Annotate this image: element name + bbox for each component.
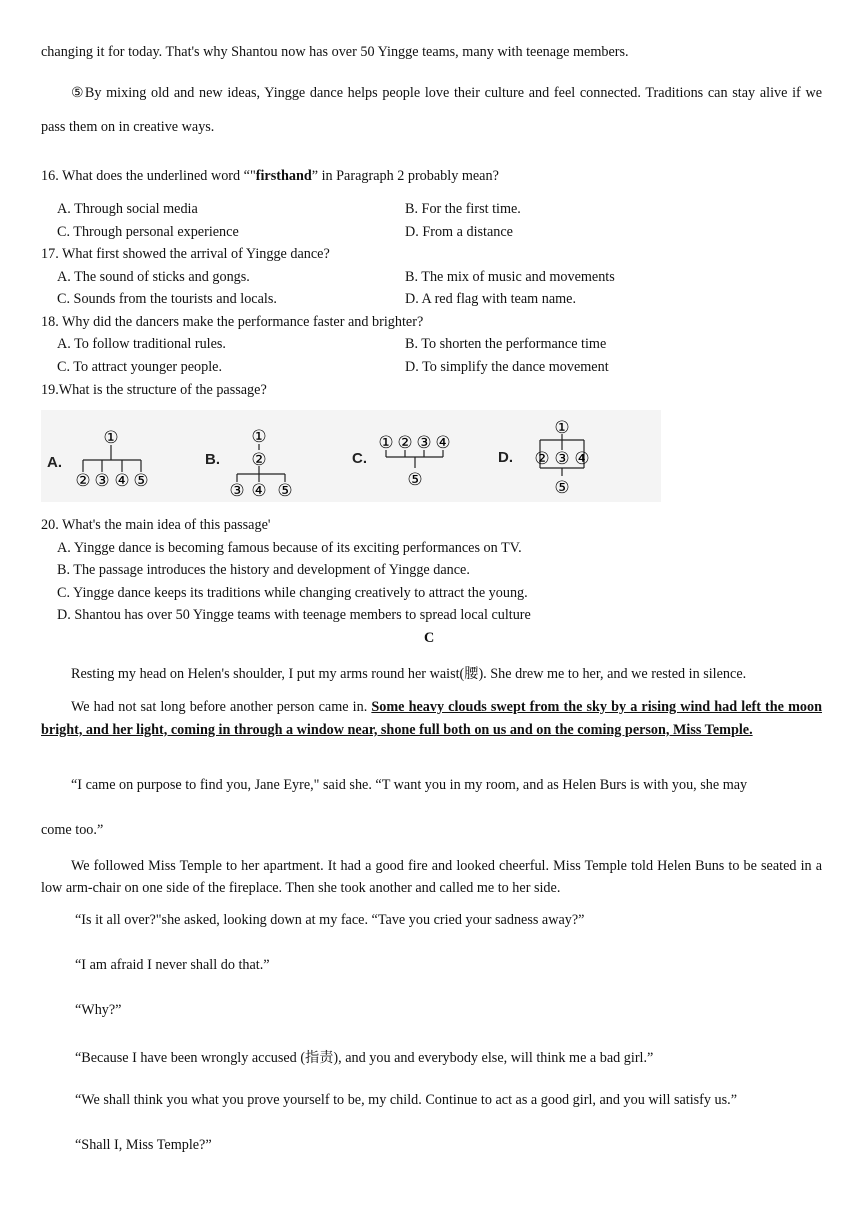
diagram-b-node-1: ①: [251, 427, 267, 447]
diagram-c-node-2: ②: [397, 433, 413, 453]
section-c-paragraph-2: [41, 696, 822, 741]
diagram-b-node-2: ②: [251, 450, 267, 470]
question-19-stem: 19.What is the structure of the passage?: [41, 382, 267, 398]
question-20-stem: 20. What's the main idea of this passage': [41, 517, 271, 533]
paragraph-4-tail: changing it for today. That's why Shantou now has over 50 Yingge teams, many with teenage members.: [41, 44, 629, 60]
q18-option-b[interactable]: B. To shorten the performance time: [405, 336, 607, 352]
diagram-d-node-5: ⑤: [554, 478, 570, 498]
q16-option-a[interactable]: A. Through social media: [57, 201, 198, 217]
question-16-stem-pre: 16. What does the underlined word “": [41, 168, 256, 184]
paragraph-5: ⑤By mixing old and new ideas, Yingge dance helps people love their culture and feel connected. Traditions can stay alive if we pass them on in creative ways.: [41, 85, 822, 135]
question-18-stem: 18. Why did the dancers make the performance faster and brighter?: [41, 314, 424, 330]
diagram-a-lines: [83, 445, 141, 472]
diagram-d-node-2: ②: [534, 449, 550, 469]
diagram-b-node-3: ③: [229, 481, 245, 501]
q17-option-c[interactable]: C. Sounds from the tourists and locals.: [57, 291, 277, 307]
q20-option-d[interactable]: D. Shantou has over 50 Yingge teams with teenage members to spread local culture: [57, 607, 531, 623]
section-c-heading: C: [424, 630, 435, 646]
diagram-c-node-5: ⑤: [407, 470, 423, 490]
q16-option-c[interactable]: C. Through personal experience: [57, 224, 239, 240]
diagram-d-node-1: ①: [554, 418, 570, 438]
q16-option-b[interactable]: B. For the first time.: [405, 201, 521, 217]
diagram-b-node-4: ④: [251, 481, 267, 501]
dialogue-line-2: “I am afraid I never shall do that.”: [75, 957, 270, 973]
q17-option-a[interactable]: A. The sound of sticks and gongs.: [57, 269, 250, 285]
diagram-label-b[interactable]: B.: [205, 451, 220, 468]
dialogue-line-5: “We shall think you what you prove yourself to be, my child. Continue to act as a good girl, and you will satisfy us.”: [75, 1092, 738, 1108]
diagram-a-node-2: ②: [75, 471, 91, 491]
diagram-a-node-4: ④: [114, 471, 130, 491]
q20-option-a[interactable]: A. Yingge dance is becoming famous because of its exciting performances on TV.: [57, 540, 522, 556]
structure-diagram-panel: [41, 410, 661, 502]
diagram-c-node-4: ④: [435, 433, 451, 453]
diagram-b-node-5: ⑤: [277, 481, 293, 501]
dialogue-line-6: “Shall I, Miss Temple?”: [75, 1137, 212, 1153]
question-17-stem: 17. What first showed the arrival of Yingge dance?: [41, 246, 330, 262]
q17-option-d[interactable]: D. A red flag with team name.: [405, 291, 576, 307]
paragraph-2-lead: We had not sat long before another person came in.: [71, 699, 372, 715]
section-c-paragraph-4: We followed Miss Temple to her apartment. It had a good fire and looked cheerful. Miss Temple told Helen Buns to be seated in a low arm-chair on one side of the fireplace. Then she took another and called me to her side.: [41, 858, 822, 896]
diagram-d-node-3: ③: [554, 449, 570, 469]
q18-option-a[interactable]: A. To follow traditional rules.: [57, 336, 226, 352]
q17-option-b[interactable]: B. The mix of music and movements: [405, 269, 615, 285]
diagram-c-node-3: ③: [416, 433, 432, 453]
q16-option-d[interactable]: D. From a distance: [405, 224, 513, 240]
dialogue-line-1: “Is it all over?"she asked, looking down at my face. “Tave you cried your sadness away?”: [75, 912, 585, 928]
diagram-a-node-1: ①: [103, 428, 119, 448]
section-c-paragraph-1: Resting my head on Helen's shoulder, I put my arms round her waist(腰). She drew me to her, and we rested in silence.: [71, 666, 747, 682]
dialogue-line-3: “Why?”: [75, 1002, 122, 1018]
dialogue-line-4: “Because I have been wrongly accused (指责), and you and everybody else, will think me a bad girl.”: [75, 1050, 654, 1066]
q18-option-c[interactable]: C. To attract younger people.: [57, 359, 223, 375]
question-16-stem: [41, 168, 499, 185]
question-16-keyword: firsthand: [255, 168, 312, 184]
diagram-a-node-5: ⑤: [133, 471, 149, 491]
diagram-c-node-1: ①: [378, 433, 394, 453]
section-c-paragraph-3-line-2: come too.”: [41, 822, 104, 838]
diagram-label-c[interactable]: C.: [352, 450, 367, 467]
structure-diagrams-svg: [41, 410, 661, 502]
diagram-label-a[interactable]: A.: [47, 454, 62, 471]
underlined-sentence: Some heavy clouds swept from the sky by a rising wind had left the moon bright, and her light, coming in through a window near, shone full both on us and on the coming person, Miss Temple.: [41, 699, 822, 738]
q20-option-b[interactable]: B. The passage introduces the history and development of Yingge dance.: [57, 562, 470, 578]
q18-option-d[interactable]: D. To simplify the dance movement: [405, 359, 609, 375]
section-c-paragraph-3-line-1: “I came on purpose to find you, Jane Eyre," said she. “T want you in my room, and as Helen Burs is with you, she may: [71, 777, 748, 793]
diagram-label-d[interactable]: D.: [498, 449, 513, 466]
question-16-stem-post: ” in Paragraph 2 probably mean?: [311, 168, 499, 184]
diagram-d-node-4: ④: [574, 449, 590, 469]
diagram-a-node-3: ③: [94, 471, 110, 491]
q20-option-c[interactable]: C. Yingge dance keeps its traditions while changing creatively to attract the young.: [57, 585, 528, 601]
